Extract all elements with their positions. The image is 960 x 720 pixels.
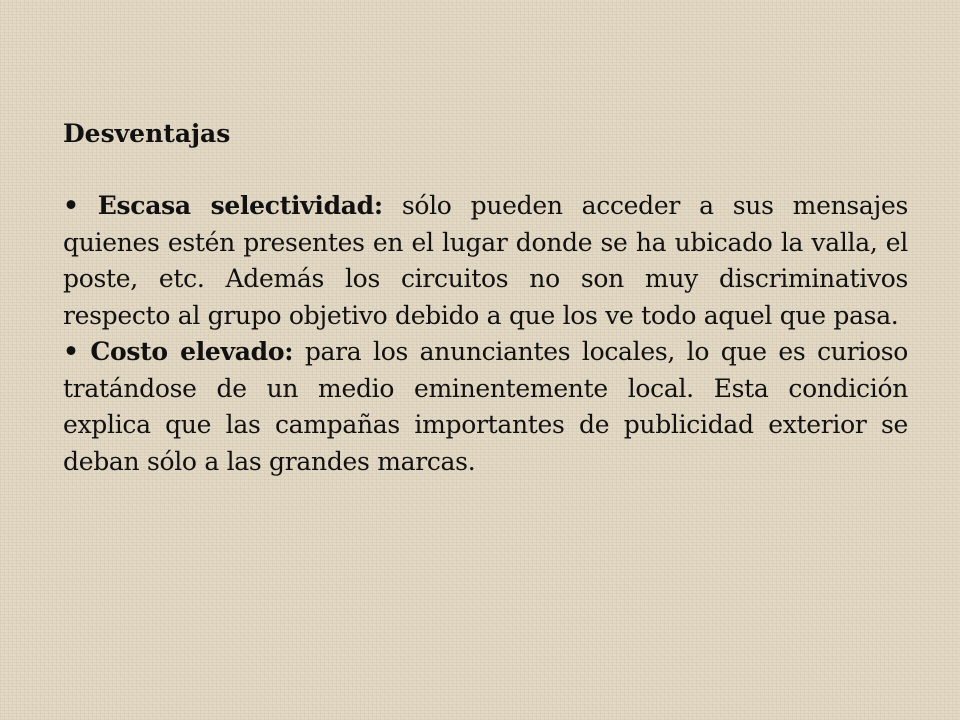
bullet-marker: • (63, 191, 79, 220)
bullet-term: Escasa selectividad: (97, 191, 383, 220)
bullet-costo-elevado (63, 334, 908, 480)
slide-content (63, 116, 908, 480)
spacer (63, 152, 908, 188)
bullet-text: para los anunciantes locales, lo que es curioso tratándose de un medio eminentemente local. Esta condición explica que las campañas importantes de publicidad exterior se deban sólo a las grandes marcas. (63, 337, 908, 476)
bullet-term: Costo elevado: (90, 337, 294, 366)
bullet-text: sólo pueden acceder a sus mensajes quienes estén presentes en el lugar donde se ha ubicado la valla, el poste, etc. Además los circuitos no son muy discriminativos respecto al grupo objetivo debido a que los ve todo aquel que pasa. (63, 191, 908, 330)
slide-heading: Desventajas (63, 119, 231, 148)
bullet-escasa-selectividad (63, 188, 908, 334)
bullet-marker: • (63, 337, 79, 366)
